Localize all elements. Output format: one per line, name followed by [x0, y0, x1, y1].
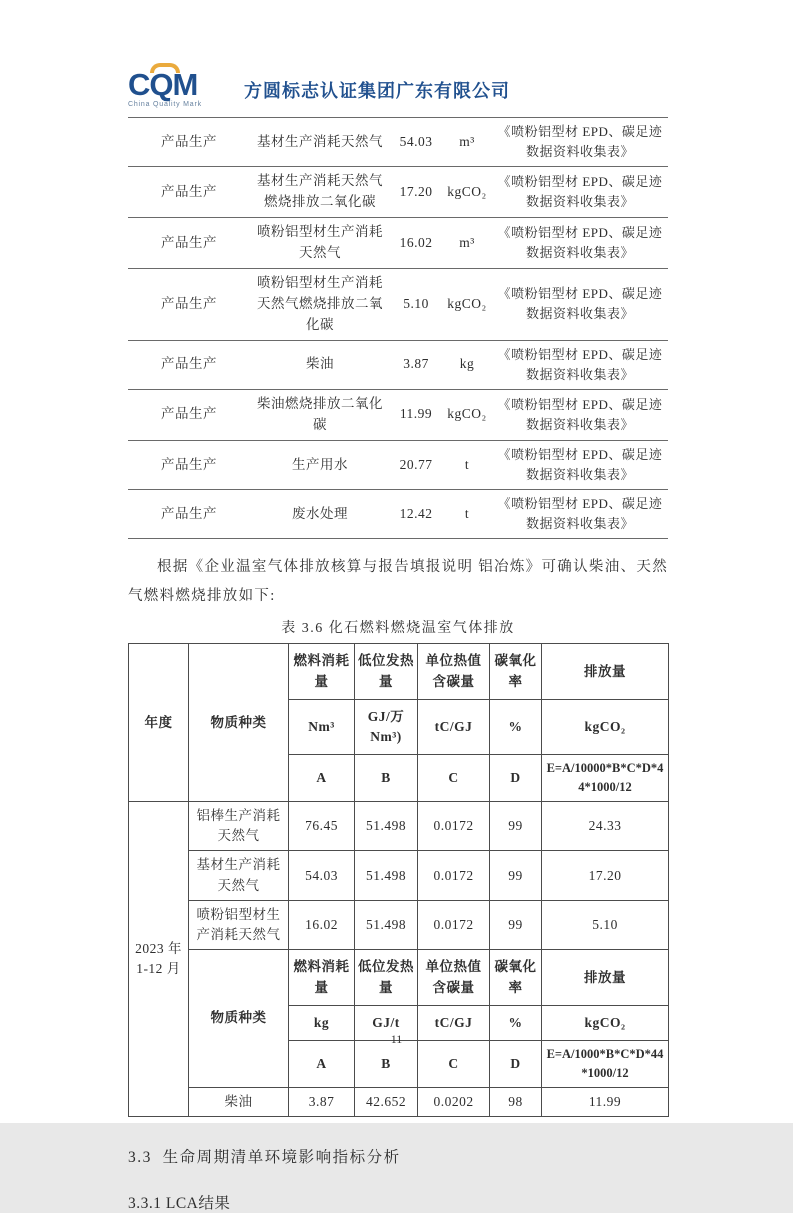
data-cell: 3.87 — [289, 1087, 355, 1116]
item-cell: 生产用水 — [250, 440, 390, 489]
item-cell: 铝棒生产消耗天然气 — [189, 801, 289, 851]
item-cell: 喷粉铝型材生产消耗天然气 — [189, 900, 289, 950]
stage-cell: 产品生产 — [128, 218, 250, 269]
value-cell: 16.02 — [390, 218, 442, 269]
material-header-cell: 物质种类 — [189, 644, 289, 802]
table-row — [129, 950, 669, 1006]
source-cell: 《喷粉铝型材 EPD、碳足迹数据资料收集表》 — [492, 268, 668, 340]
formula-cell: E=A/10000*B*C*D*44*1000/12 — [542, 755, 669, 802]
section-heading-3-3-1: 3.3.1 LCA结果 — [128, 1194, 231, 1212]
code-cell: C — [418, 1041, 490, 1088]
table-row — [129, 1087, 669, 1116]
header-cell: 排放量 — [542, 950, 669, 1006]
unit-cell: t — [442, 490, 492, 539]
unit-cell: kg — [289, 1005, 355, 1040]
table-row — [128, 268, 668, 340]
header-cell: 排放量 — [542, 644, 669, 700]
value-cell: 12.42 — [390, 490, 442, 539]
header-cell: 低位发热量 — [355, 950, 418, 1006]
header-cell: 单位热值含碳量 — [418, 950, 490, 1006]
item-cell: 喷粉铝型材生产消耗天然气燃烧排放二氧化碳 — [250, 268, 390, 340]
table-row — [129, 900, 669, 950]
data-cell: 17.20 — [542, 851, 669, 901]
body-paragraph: 根据《企业温室气体排放核算与报告填报说明 铝冶炼》可确认柴油、天然气燃料燃烧排放如下: — [128, 559, 668, 605]
item-cell: 基材生产消耗天然气 — [189, 851, 289, 901]
item-cell: 废水处理 — [250, 490, 390, 539]
table-row — [128, 167, 668, 218]
code-cell: A — [289, 755, 355, 802]
page-number: 11 — [390, 1032, 403, 1046]
data-cell: 5.10 — [542, 900, 669, 950]
source-cell: 《喷粉铝型材 EPD、碳足迹数据资料收集表》 — [492, 440, 668, 489]
data-cell: 0.0172 — [418, 851, 490, 901]
logo-tagline: China Quality Mark — [128, 101, 202, 108]
unit-cell: kgCO₂ — [442, 390, 492, 441]
stage-cell: 产品生产 — [128, 440, 250, 489]
data-cell: 54.03 — [289, 851, 355, 901]
header-cell: 低位发热量 — [355, 644, 418, 700]
unit-cell: m³ — [442, 118, 492, 167]
unit-cell: t — [442, 440, 492, 489]
data-cell: 24.33 — [542, 801, 669, 851]
table-row — [128, 340, 668, 389]
source-cell: 《喷粉铝型材 EPD、碳足迹数据资料收集表》 — [492, 218, 668, 269]
data-cell: 99 — [490, 851, 542, 901]
value-cell: 5.10 — [390, 268, 442, 340]
data-cell: 98 — [490, 1087, 542, 1116]
data-cell: 76.45 — [289, 801, 355, 851]
unit-cell: % — [490, 1005, 542, 1040]
stage-cell: 产品生产 — [128, 118, 250, 167]
data-cell: 16.02 — [289, 900, 355, 950]
header-cell: 碳氧化率 — [490, 644, 542, 700]
header-cell: 燃料消耗量 — [289, 950, 355, 1006]
code-cell: A — [289, 1041, 355, 1088]
cqm-logo — [128, 67, 236, 108]
source-cell: 《喷粉铝型材 EPD、碳足迹数据资料收集表》 — [492, 118, 668, 167]
source-cell: 《喷粉铝型材 EPD、碳足迹数据资料收集表》 — [492, 490, 668, 539]
table-row — [128, 390, 668, 441]
data-cell: 0.0202 — [418, 1087, 490, 1116]
table-row — [128, 490, 668, 539]
unit-cell: kgCO₂ — [442, 167, 492, 218]
unit-cell: kg — [442, 340, 492, 389]
item-cell: 柴油 — [189, 1087, 289, 1116]
unit-cell: kgCO₂ — [542, 1005, 669, 1040]
table-row — [129, 801, 669, 851]
item-cell: 柴油燃烧排放二氧化碳 — [250, 390, 390, 441]
data-cell: 0.0172 — [418, 801, 490, 851]
value-cell: 3.87 — [390, 340, 442, 389]
unit-cell: GJ/t — [355, 1005, 418, 1040]
unit-cell: kgCO₂ — [542, 699, 669, 755]
table-row — [129, 644, 669, 700]
unit-cell: GJ/万Nm³) — [355, 699, 418, 755]
data-cell: 0.0172 — [418, 900, 490, 950]
table-row — [128, 218, 668, 269]
data-cell: 51.498 — [355, 851, 418, 901]
data-cell: 42.652 — [355, 1087, 418, 1116]
code-cell: B — [355, 755, 418, 802]
header-cell: 碳氧化率 — [490, 950, 542, 1006]
value-cell: 11.99 — [390, 390, 442, 441]
code-cell: D — [490, 755, 542, 802]
unit-cell: kgCO₂ — [442, 268, 492, 340]
logo-text: CQM — [128, 67, 198, 102]
code-cell: D — [490, 1041, 542, 1088]
stage-cell: 产品生产 — [128, 490, 250, 539]
table-row — [128, 440, 668, 489]
source-cell: 《喷粉铝型材 EPD、碳足迹数据资料收集表》 — [492, 390, 668, 441]
source-cell: 《喷粉铝型材 EPD、碳足迹数据资料收集表》 — [492, 340, 668, 389]
company-name: 方圆标志认证集团广东有限公司 — [244, 81, 510, 101]
page-header — [128, 64, 668, 114]
item-cell: 基材生产消耗天然气燃烧排放二氧化碳 — [250, 167, 390, 218]
value-cell: 17.20 — [390, 167, 442, 218]
year-value-cell: 2023 年 1-12 月 — [129, 801, 189, 1116]
code-cell: C — [418, 755, 490, 802]
inventory-table — [128, 117, 668, 539]
stage-cell: 产品生产 — [128, 268, 250, 340]
unit-cell: m³ — [442, 218, 492, 269]
unit-cell: Nm³ — [289, 699, 355, 755]
formula-cell: E=A/1000*B*C*D*44*1000/12 — [542, 1041, 669, 1088]
item-cell: 喷粉铝型材生产消耗天然气 — [250, 218, 390, 269]
unit-cell: tC/GJ — [418, 699, 490, 755]
data-cell: 51.498 — [355, 900, 418, 950]
data-cell: 11.99 — [542, 1087, 669, 1116]
stage-cell: 产品生产 — [128, 340, 250, 389]
data-cell: 99 — [490, 900, 542, 950]
unit-cell: % — [490, 699, 542, 755]
stage-cell: 产品生产 — [128, 390, 250, 441]
source-cell: 《喷粉铝型材 EPD、碳足迹数据资料收集表》 — [492, 167, 668, 218]
item-cell: 柴油 — [250, 340, 390, 389]
data-cell: 51.498 — [355, 801, 418, 851]
table-row — [129, 851, 669, 901]
code-cell: B — [355, 1041, 418, 1088]
header-cell: 燃料消耗量 — [289, 644, 355, 700]
year-header-cell: 年度 — [129, 644, 189, 802]
header-cell: 单位热值含碳量 — [418, 644, 490, 700]
section-heading-3-3: 3.3 生命周期清单环境影响指标分析 — [128, 1148, 401, 1166]
value-cell: 20.77 — [390, 440, 442, 489]
data-cell: 99 — [490, 801, 542, 851]
item-cell: 基材生产消耗天然气 — [250, 118, 390, 167]
logo-arc-icon — [150, 63, 180, 73]
table-row — [128, 118, 668, 167]
value-cell: 54.03 — [390, 118, 442, 167]
unit-cell: tC/GJ — [418, 1005, 490, 1040]
stage-cell: 产品生产 — [128, 167, 250, 218]
table-caption: 表 3.6 化石燃料燃烧温室气体排放 — [281, 621, 515, 637]
material-header-cell: 物质种类 — [189, 950, 289, 1087]
